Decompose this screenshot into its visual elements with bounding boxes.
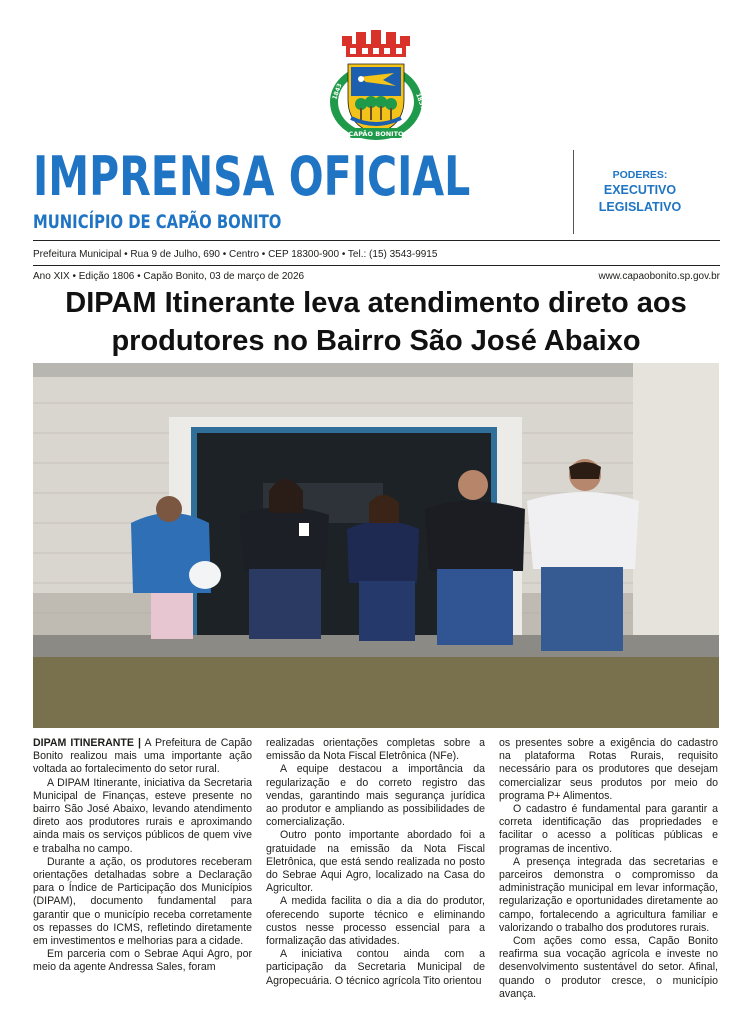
article-paragraph: O cadastro é fundamental para garantir a correta identificação das propriedades e facilitar o acesso a políticas públicas e programas de incentivo. xyxy=(499,803,718,855)
crest-year-right: 1857 xyxy=(414,92,426,111)
article-paragraph: A equipe destacou a importância da regularização e do correto registro das vendas, garantindo mais segurança jurídica ao produtor e ampliando as possibilidades de comercialização. xyxy=(266,763,485,829)
article-paragraph: Com ações como essa, Capão Bonito reafirma sua vocação agrícola e investe no desenvolvimento sustentável do setor. Afinal, quando o produtor cresce, o município avança. xyxy=(499,935,718,1000)
header-rule xyxy=(33,240,720,241)
newspaper-title: IMPRENSA OFICIAL xyxy=(33,145,471,208)
article-paragraph: Em parceria com o Sebrae Aqui Agro, por meio da agente Andressa Sales, foram xyxy=(33,948,252,974)
header-rule xyxy=(33,265,720,266)
address-line: Prefeitura Municipal • Rua 9 de Julho, 690 • Centro • CEP 18300-900 • Tel.: (15) 3543-9915 xyxy=(33,249,438,260)
article-photo xyxy=(33,363,719,728)
article-lead-text: A Prefeitura de Capão Bonito realizou mais uma importante ação voltada ao fortalecimento do setor rural. xyxy=(33,737,252,776)
article-paragraph: realizadas orientações completas sobre a emissão da Nota Fiscal Eletrônica (NFe). xyxy=(266,737,485,763)
masthead-divider xyxy=(573,150,574,234)
crown-icon xyxy=(342,30,410,57)
power-executive: EXECUTIVO xyxy=(603,183,677,197)
municipal-crest-icon xyxy=(326,30,426,142)
crest-year-left: 1843 xyxy=(331,82,344,101)
article-paragraph: A DIPAM Itinerante, iniciativa da Secretaria Municipal de Finanças, esteve presente no bairro São José Abaixo, levando atendimento direto aos produtores rurais e aproximando ainda mais os serviços públicos de quem vive e trabalha no campo. xyxy=(33,776,252,855)
article-paragraph: A presença integrada das secretarias e parceiros demonstra o compromisso da administração municipal em levar informação, regularização e oportunidades diretamente ao campo, fortalecendo a agricultura familiar e valorizando o trabalho dos produtores rurais. xyxy=(499,855,718,934)
article-paragraph: Outro ponto importante abordado foi a gratuidade na emissão da Nota Fiscal Eletrônica, que está sendo realizada no posto do Sebrae Aqui Agro, localizado na Casa do Agricultor. xyxy=(266,829,485,895)
article-kicker: DIPAM ITINERANTE | xyxy=(33,737,141,749)
website-link[interactable]: www.capaobonito.sp.gov.br xyxy=(598,271,720,282)
article-paragraph: os presentes sobre a exigência do cadastro na plataforma Rotas Rurais, requisito necessário para os produtores que desejam comercializar seus produtos por meio do programa P+ Alimentos. xyxy=(499,737,718,802)
article-paragraph xyxy=(33,737,252,777)
article-column-3 xyxy=(499,737,718,1001)
edition-line: Ano XIX • Edição 1806 • Capão Bonito, 03 de março de 2026 xyxy=(33,271,305,282)
article-paragraph: A medida facilita o dia a dia do produtor, oferecendo suporte técnico e eliminando custos nesse processo essencial para a formalização das atividades. xyxy=(266,895,485,948)
article-headline: DIPAM Itinerante leva atendimento direto aos produtores no Bairro São José Abaixo xyxy=(65,287,687,357)
article-column-2 xyxy=(266,737,485,988)
article-column-1 xyxy=(33,737,252,975)
powers-box xyxy=(588,168,692,216)
article-paragraph: Durante a ação, os produtores receberam orientações detalhadas sobre a Declaração para o Índice de Participação dos Municípios (DIPAM), documento fundamental para garantir que o município receba corretamente os repasses do ICMS, refletindo diretamente em investimentos e melhorias para a cidade. xyxy=(33,855,252,948)
newspaper-subtitle: MUNICÍPIO DE CAPÃO BONITO xyxy=(33,211,282,233)
power-legislative: LEGISLATIVO xyxy=(598,200,682,214)
powers-label: PODERES: xyxy=(612,169,668,181)
article-paragraph: A iniciativa contou ainda com a participação da Secretaria Municipal de Agropecuária. O técnico agrícola Tito orientou xyxy=(266,948,485,987)
crest-town-ribbon: CAPÃO BONITO xyxy=(348,130,404,138)
